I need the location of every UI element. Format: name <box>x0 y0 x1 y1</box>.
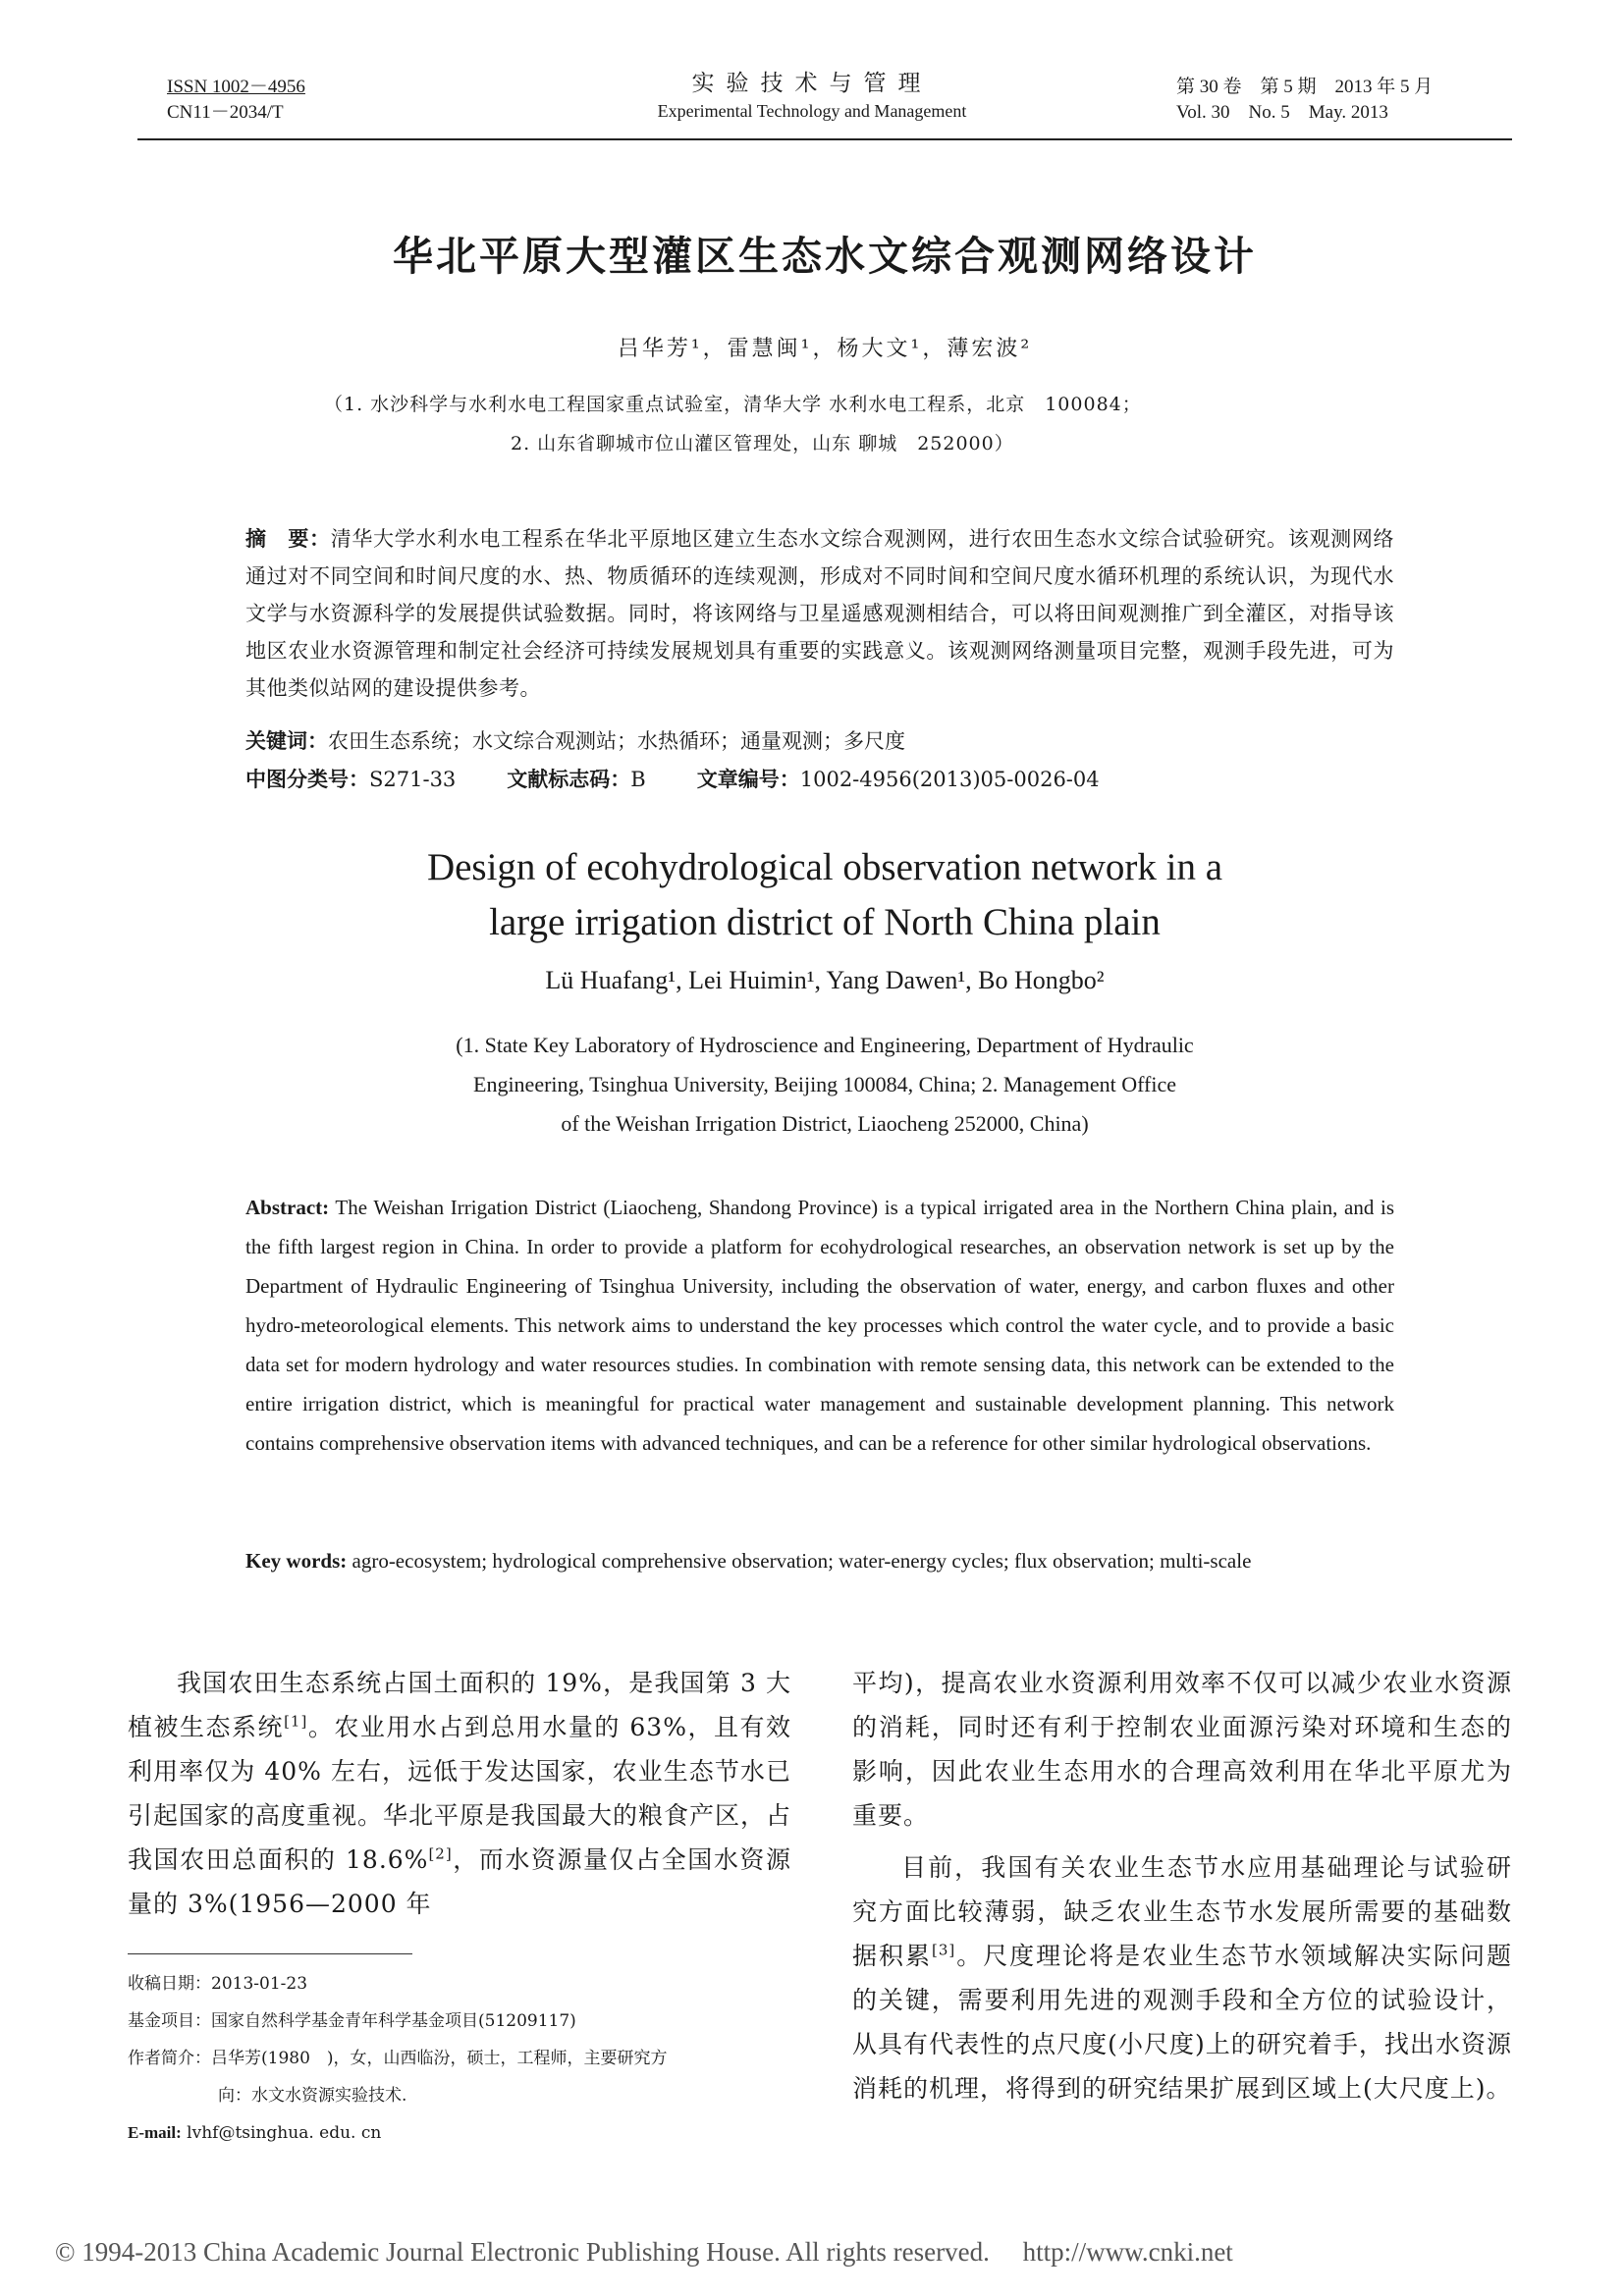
keywords-en-text: agro-ecosystem; hydrological comprehensive observation; water-energy cycles; flux observation; multi-scale <box>347 1549 1252 1573</box>
body-paragraph <box>128 1661 791 1926</box>
citation-ref[interactable]: [1] <box>284 1712 308 1731</box>
journal-name-block <box>550 69 1074 124</box>
email-line <box>128 2114 805 2152</box>
body-paragraph: 平均)，提高农业水资源利用效率不仅可以减少农业水资源的消耗，同时还有利于控制农业面源污染对环境和生态的影响，因此农业生态用水的合理高效利用在华北平原尤为重要。 <box>852 1669 1512 1830</box>
journal-issn-block <box>167 75 305 126</box>
article-number-label: 文章编号： <box>696 768 800 791</box>
paper-title-cn: 华北平原大型灌区生态水文综合观测网络设计 <box>393 233 1257 280</box>
footnotes <box>128 1965 805 2152</box>
header-divider <box>137 138 1512 140</box>
affiliation-cn <box>324 385 1404 463</box>
affiliation-en-line1: (1. State Key Laboratory of Hydroscience and Engineering, Department of Hydraulic <box>456 1033 1194 1057</box>
abstract-en-text: The Weishan Irrigation District (Liaocheng, Shandong Province) is a typical irrigated area in the Northern China plain, and is the fifth largest region in China. In order to provide a platform for ecohydrological researches, an observation network is set up by the Department of Hydraulic Engineering of Tsinghua University, including the observation of water, energy, and carbon fluxes and other hydro-meteorological elements. This network aims to understand the key processes which control the water cycle, and to provide a basic data set for modern hydrology and water resources studies. In combination with remote sensing data, this network can be extended to the entire irrigation district, which is meaningful for practical water management and sustainable development planning. This network contains comprehensive observation items with advanced techniques, and can be a reference for other similar hydrological observations. <box>245 1196 1394 1455</box>
abstract-cn-label: 摘 要： <box>245 527 331 551</box>
copyright-notice: © 1994-2013 China Academic Journal Electronic Publishing House. All rights reserved. http://www.cnki.net <box>55 2237 1233 2267</box>
citation-ref[interactable]: [3] <box>931 1941 956 1959</box>
keywords-cn-text: 农田生态系统；水文综合观测站；水热循环；通量观测；多尺度 <box>328 729 905 753</box>
journal-name-en: Experimental Technology and Management <box>657 101 967 121</box>
doc-code-label: 文献标志码： <box>507 768 631 791</box>
body-column-left <box>128 1661 791 1926</box>
author-bio-cont: 向：水文水资源实验技术. <box>218 2086 407 2106</box>
abstract-cn-text: 清华大学水利水电工程系在华北平原地区建立生态水文综合观测网，进行农田生态水文综合试验研究。该观测网络通过对不同空间和时间尺度的水、热、物质循环的连续观测，形成对不同时间和空间尺度水循环机理的系统认识，为现代水文学与水资源科学的发展提供试验数据。同时，将该网络与卫星遥感观测相结合，可以将田间观测推广到全灌区，对指导该地区农业水资源管理和制定社会经济可持续发展规划具有重要的实践意义。该观测网络测量项目完整，观测手段先进，可为其他类似站网的建设提供参考。 <box>245 527 1395 700</box>
issue-en: Vol. 30 No. 5 May. 2013 <box>1176 102 1388 123</box>
body-paragraph <box>852 1845 1512 2110</box>
paper-title-en <box>137 840 1512 950</box>
citation-ref[interactable]: [2] <box>428 1844 453 1863</box>
keywords-cn-label: 关键词： <box>245 729 328 753</box>
footnote-divider <box>128 1953 412 1954</box>
email-address[interactable]: lvhf@tsinghua. edu. cn <box>181 2123 382 2143</box>
journal-name-cn: 实验技术与管理 <box>691 71 933 96</box>
body-text: ，而水资源量仅占全国水资源量的 3%(1956—2000 年 <box>128 1845 791 1918</box>
body-text: 。农业用水占到总用水量的 63%，且有效利用率仅为 40% 左右，远低于发达国家，农业生态节水已引起国家的高度重视。华北平原是我国最大的粮食产区，占我国农田总面积的 18.6% <box>128 1713 792 1874</box>
affiliation-en-line3: of the Weishan Irrigation District, Liaocheng 252000, China) <box>561 1111 1089 1136</box>
authors-cn: 吕华芳¹，雷慧闽¹，杨大文¹，薄宏波² <box>617 337 1033 361</box>
affiliation-en-line2: Engineering, Tsinghua University, Beijing 100084, China; 2. Management Office <box>473 1072 1176 1096</box>
received-date: 收稿日期：2013-01-23 <box>128 1974 308 1994</box>
body-column-right <box>852 1661 1512 2110</box>
classification-cn <box>245 761 1394 798</box>
abstract-cn <box>245 520 1394 707</box>
affiliation-en <box>353 1026 1296 1144</box>
issue-cn: 第 30 卷 第 5 期 2013 年 5 月 <box>1176 77 1434 97</box>
body-text: 。尺度理论将是农业生态节水领域解决实际问题的关键，需要利用先进的观测手段和全方位的试验设计，从具有代表性的点尺度(小尺度)上的研究着手，找出水资源消耗的机理，将得到的研究结果扩展到区域上(大尺度上)。 <box>852 1942 1512 2103</box>
affiliation-cn-line2: 2. 山东省聊城市位山灌区管理处，山东 聊城 252000） <box>511 433 1014 454</box>
keywords-en <box>245 1541 1394 1580</box>
issue-info-block <box>1176 75 1433 126</box>
paper-title-en-line1: Design of ecohydrological observation network in a <box>426 846 1223 888</box>
body-text: 目前，我国有关农业生态节水应用基础理论与试验研究方面比较薄弱，缺乏农业生态节水发展所需要的基础数据积累 <box>852 1853 1512 1970</box>
issn-text: ISSN 1002－4956 <box>167 77 305 97</box>
doc-code-value: B <box>630 768 646 791</box>
fund-info: 基金项目：国家自然科学基金青年科学基金项目(51209117) <box>128 2011 576 2031</box>
paper-title-en-line2: large irrigation district of North China plain <box>489 901 1161 943</box>
email-label: E-mail: <box>128 2123 182 2142</box>
keywords-en-label: Key words: <box>245 1549 348 1573</box>
body-text: 我国农田生态系统占国土面积的 19%，是我国第 3 大植被生态系统 <box>128 1669 791 1741</box>
clc-label: 中图分类号： <box>245 768 369 791</box>
article-number-value: 1002-4956(2013)05-0026-04 <box>799 768 1100 791</box>
authors-en: Lü Huafang¹, Lei Huimin¹, Yang Dawen¹, Bo Hongbo² <box>545 966 1105 994</box>
cn-text: CN11－2034/T <box>167 102 284 123</box>
abstract-en-label: Abstract: <box>245 1196 330 1219</box>
clc-value: S271-33 <box>369 768 457 791</box>
author-bio: 作者简介：吕华芳(1980 )，女，山西临汾，硕士，工程师，主要研究方 <box>128 2049 668 2068</box>
keywords-cn <box>245 722 1394 760</box>
abstract-en <box>245 1188 1394 1463</box>
affiliation-cn-line1: （1. 水沙科学与水利水电工程国家重点试验室，清华大学 水利水电工程系，北京 100084； <box>324 394 1142 415</box>
